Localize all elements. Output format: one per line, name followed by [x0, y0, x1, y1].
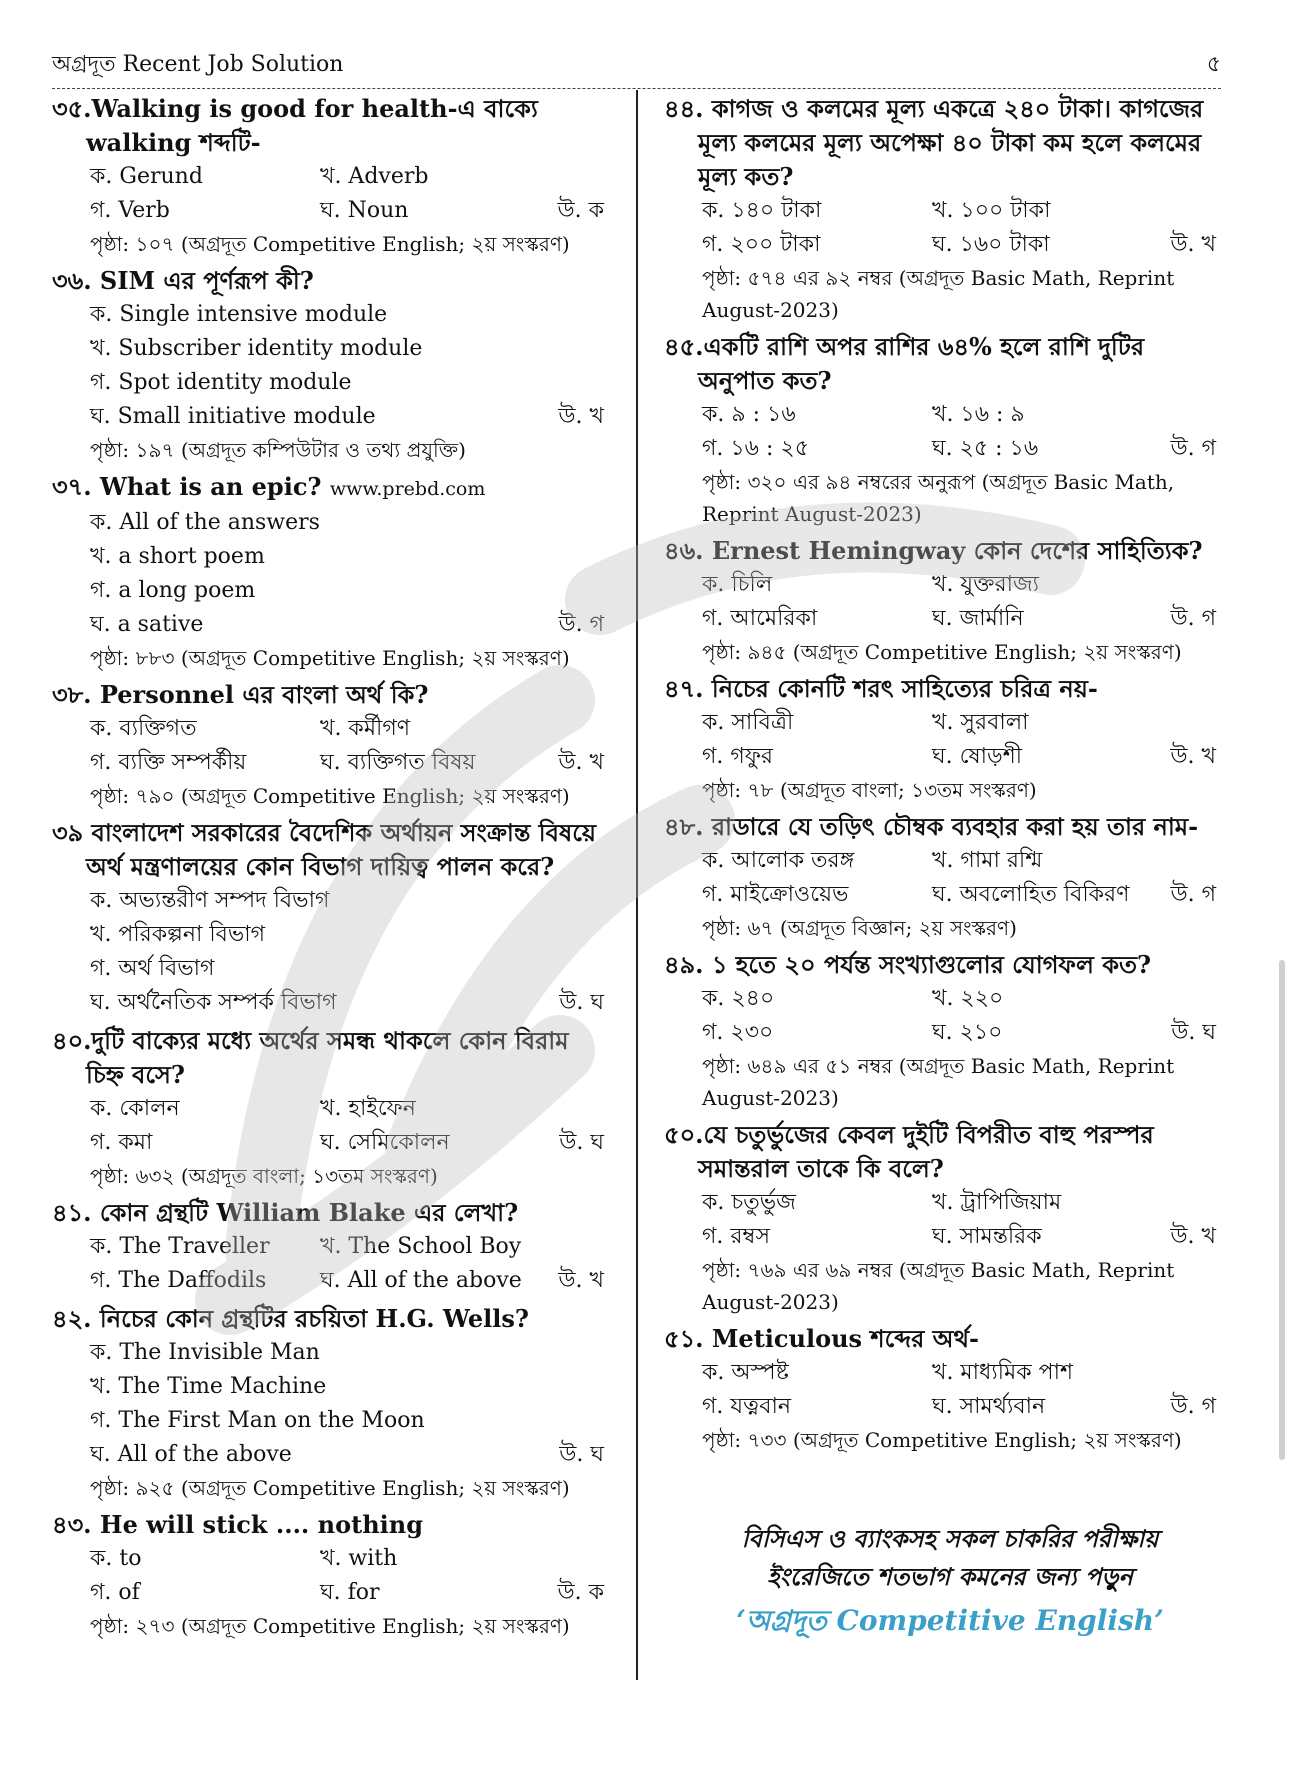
option-text: গ. Spot identity module	[90, 370, 352, 395]
option: গ. ১৬ : ২৫	[702, 436, 809, 461]
question-text: ৩৭. What is an epic?	[52, 472, 322, 501]
option: খ. The School Boy	[320, 1234, 522, 1259]
answer-label: উ. গ	[1170, 882, 1216, 907]
option: ঘ. সেমিকোলন	[320, 1130, 450, 1155]
option	[52, 1336, 612, 1370]
option	[52, 366, 612, 400]
option: খ. Adverb	[320, 164, 429, 189]
answer-label: উ. ঘ	[1171, 1020, 1216, 1045]
option	[52, 952, 612, 986]
promo-book-title: ‘অগ্রদূত Competitive English’	[736, 1604, 1164, 1637]
promo-line-1: বিসিএস ও ব্যাংকসহ সকল চাকরির পরীক্ষায়	[741, 1524, 1159, 1553]
answer-label: উ. খ	[1170, 232, 1216, 257]
option: গ. The Daffodils	[90, 1268, 267, 1293]
page-reference: পৃষ্ঠা: ৩২০ এর ৯৪ নম্বরের অনুরূপ (অগ্রদূত Basic Math, Reprint August-2023)	[702, 470, 1175, 526]
option-row	[664, 878, 1224, 912]
option: ঘ. অবলোহিত বিকিরণ	[932, 882, 1130, 907]
option-row	[664, 194, 1224, 228]
option-text: খ. Subscriber identity module	[90, 336, 423, 361]
question	[52, 264, 612, 466]
option-row	[52, 712, 612, 746]
question-title	[52, 1196, 612, 1230]
option: ক. অস্পষ্ট	[702, 1360, 789, 1385]
answer-label: উ. ঘ	[559, 1130, 604, 1155]
option-text: ঘ. All of the above	[90, 1442, 292, 1467]
option: ক. ১৪০ টাকা	[702, 198, 822, 223]
question-text: ৩৬. SIM এর পূর্ণরূপ কী?	[52, 266, 314, 295]
answer-label: উ. খ	[558, 750, 604, 775]
option	[52, 400, 612, 434]
option-row	[664, 398, 1224, 432]
answer-label: উ. খ	[1170, 1224, 1216, 1249]
option-row	[664, 740, 1224, 774]
answer-label: উ. ঘ	[559, 1442, 604, 1467]
option: খ. কর্মীগণ	[320, 716, 411, 741]
answer-label: উ. ক	[557, 198, 604, 223]
question-text: ৪০.দুটি বাক্যের মধ্যে অর্থের সমন্ধ থাকলে কোন বিরাম চিহ্ন বসে?	[52, 1026, 569, 1089]
page-number: ৫	[1206, 52, 1221, 77]
answer-label: উ. খ	[558, 1268, 604, 1293]
question	[52, 1508, 612, 1642]
option-row	[52, 1126, 612, 1160]
option: ক. ব্যক্তিগত	[90, 716, 197, 741]
answer-label: উ. গ	[1170, 1394, 1216, 1419]
page-reference: পৃষ্ঠা: ৮৮৩ (অগ্রদূত Competitive English; ২য় সংস্করণ)	[90, 646, 570, 670]
question-text: ৩৮. Personnel এর বাংলা অর্থ কি?	[52, 680, 429, 709]
question-text: ৪৫.একটি রাশি অপর রাশির ৬৪% হলে রাশি দুটির অনুপাত কত?	[664, 332, 1145, 395]
option-row	[664, 1356, 1224, 1390]
option-text: ক. The Invisible Man	[90, 1340, 320, 1365]
page-reference: পৃষ্ঠা: ৬৩২ (অগ্রদূত বাংলা; ১৩তম সংস্করণ)	[90, 1164, 438, 1188]
page-reference: পৃষ্ঠা: ২৭৩ (অগ্রদূত Competitive English; ২য় সংস্করণ)	[90, 1614, 570, 1638]
question-text: ৩৫.Walking is good for health-এ বাক্যে walking শব্দটি-	[52, 94, 538, 157]
option-text: ক. অভ্যন্তরীণ সম্পদ বিভাগ	[90, 888, 330, 913]
option-row	[664, 844, 1224, 878]
page-reference: পৃষ্ঠা: ১০৭ (অগ্রদূত Competitive English; ২য় সংস্করণ)	[90, 232, 570, 256]
question	[52, 816, 612, 1020]
question	[664, 948, 1224, 1114]
option: খ. গামা রশ্মি	[932, 848, 1043, 873]
question-title	[52, 816, 612, 884]
option: খ. ১৬ : ৯	[932, 402, 1025, 427]
column-divider	[636, 90, 638, 1680]
option-row	[52, 1576, 612, 1610]
option	[52, 574, 612, 608]
option-row	[664, 1186, 1224, 1220]
option-text: ঘ. Small initiative module	[90, 404, 376, 429]
right-column	[664, 92, 1224, 1460]
option: গ. রম্বস	[702, 1224, 770, 1249]
answer-label: উ. ঘ	[559, 990, 604, 1015]
option-row	[664, 982, 1224, 1016]
option	[52, 884, 612, 918]
option: ঘ. Noun	[320, 198, 409, 223]
question	[664, 1322, 1224, 1456]
option: গ. মাইক্রোওয়েভ	[702, 882, 849, 907]
option: গ. ২০০ টাকা	[702, 232, 821, 257]
page-reference: পৃষ্ঠা: ৭৬৯ এর ৬৯ নম্বর (অগ্রদূত Basic Math, Reprint August-2023)	[702, 1258, 1175, 1314]
question	[664, 1118, 1224, 1318]
option: ঘ. ১৬০ টাকা	[932, 232, 1050, 257]
option	[52, 332, 612, 366]
option-text: খ. The Time Machine	[90, 1374, 327, 1399]
question-title	[664, 1118, 1224, 1186]
answer-label: উ. খ	[558, 404, 604, 429]
option: ক. to	[90, 1546, 142, 1571]
option: গ. ব্যক্তি সম্পর্কীয়	[90, 750, 247, 775]
option-row	[52, 160, 612, 194]
option: ঘ. ষোড়শী	[932, 744, 1023, 769]
option: গ. আমেরিকা	[702, 606, 818, 631]
question-title	[52, 1302, 612, 1336]
question-text: ৪৯. ১ হতে ২০ পর্যন্ত সংখ্যাগুলোর যোগফল কত?	[664, 950, 1152, 979]
option: খ. সুরবালা	[932, 710, 1029, 735]
question-title	[664, 1322, 1224, 1356]
option: খ. মাধ্যমিক পাশ	[932, 1360, 1073, 1385]
question-title	[52, 470, 612, 506]
option: ঘ. সামর্থ্যবান	[932, 1394, 1046, 1419]
option-text: ঘ. অর্থনৈতিক সম্পর্ক বিভাগ	[90, 990, 337, 1015]
option-text: খ. পরিকল্পনা বিভাগ	[90, 922, 266, 947]
promo-line-2: ইংরেজিতে শতভাগ কমনের জন্য পড়ুন	[767, 1562, 1133, 1591]
answer-label: উ. ক	[557, 1580, 604, 1605]
question	[52, 1024, 612, 1192]
option: ক. Gerund	[90, 164, 203, 189]
option-text: ক. Single intensive module	[90, 302, 388, 327]
option-row	[52, 1092, 612, 1126]
option-row	[52, 1264, 612, 1298]
question	[52, 1196, 612, 1298]
page-reference: পৃষ্ঠা: ৬৭ (অগ্রদূত বিজ্ঞান; ২য় সংস্করণ)	[702, 916, 1017, 940]
option: ঘ. All of the above	[320, 1268, 522, 1293]
option	[52, 298, 612, 332]
question	[52, 1302, 612, 1504]
option	[52, 1370, 612, 1404]
question-text: ৪১. কোন গ্রন্থটি William Blake এর লেখা?	[52, 1198, 519, 1227]
option-text: গ. অর্থ বিভাগ	[90, 956, 215, 981]
page-reference: পৃষ্ঠা: ৭৮ (অগ্রদূত বাংলা; ১৩তম সংস্করণ)	[702, 778, 1037, 802]
question-title	[664, 534, 1224, 568]
question-text: ৩৯ বাংলাদেশ সরকারের বৈদেশিক অর্থায়ন সংক্রান্ত বিষয়ে অর্থ মন্ত্রণালয়ের কোন বিভাগ দায়িত্ব পালন করে?	[52, 818, 597, 881]
question-title	[52, 264, 612, 298]
question-text: ৪৮. রাডারে যে তড়িৎ চৌম্বক ব্যবহার করা হয় তার নাম-	[664, 812, 1199, 841]
option: ক. চতুর্ভুজ	[702, 1190, 796, 1215]
option-row	[664, 1390, 1224, 1424]
question-title	[52, 92, 612, 160]
option-text: ঘ. a sative	[90, 612, 204, 637]
question	[664, 92, 1224, 326]
question-title	[664, 92, 1224, 194]
option-text: গ. The First Man on the Moon	[90, 1408, 425, 1433]
option: গ. কমা	[90, 1130, 153, 1155]
option-row	[52, 746, 612, 780]
option: খ. ১০০ টাকা	[932, 198, 1051, 223]
question-text: ৪৩. He will stick .... nothing	[52, 1510, 423, 1539]
option-text: গ. a long poem	[90, 578, 256, 603]
option-text: ক. All of the answers	[90, 510, 320, 535]
option	[52, 608, 612, 642]
question-title	[664, 810, 1224, 844]
option: ঘ. ২১০	[932, 1020, 1003, 1045]
option: খ. হাইফেন	[320, 1096, 416, 1121]
page-reference: পৃষ্ঠা: ৭৩৩ (অগ্রদূত Competitive English; ২য় সংস্করণ)	[702, 1428, 1182, 1452]
option: খ. যুক্তরাজ্য	[932, 572, 1040, 597]
option: ঘ. ২৫ : ১৬	[932, 436, 1039, 461]
option: ঘ. for	[320, 1580, 380, 1605]
option	[52, 986, 612, 1020]
page-reference: পৃষ্ঠা: ৯৪৫ (অগ্রদূত Competitive English; ২য় সংস্করণ)	[702, 640, 1182, 664]
question	[664, 672, 1224, 806]
page-reference: পৃষ্ঠা: ১৯৭ (অগ্রদূত কম্পিউটার ও তথ্য প্রযুক্তি)	[90, 438, 466, 462]
answer-label: উ. গ	[558, 612, 604, 637]
website-label: www.prebd.com	[329, 478, 486, 500]
question-title	[52, 1024, 612, 1092]
option: গ. গফুর	[702, 744, 774, 769]
question-title	[52, 678, 612, 712]
option: ঘ. জার্মানি	[932, 606, 1024, 631]
option: ঘ. ব্যক্তিগত বিষয়	[320, 750, 476, 775]
question	[52, 678, 612, 812]
option: ক. ২৪০	[702, 986, 775, 1011]
question	[664, 534, 1224, 668]
option	[52, 540, 612, 574]
option: ক. ৯ : ১৬	[702, 402, 796, 427]
question-title	[664, 948, 1224, 982]
option-row	[664, 228, 1224, 262]
question-text: ৪৪. কাগজ ও কলমের মূল্য একত্রে ২৪০ টাকা। কাগজের মূল্য কলমের মূল্য অপেক্ষা ৪০ টাকা কম হলে কলমের মূল্য কত?	[664, 94, 1204, 191]
option	[52, 1438, 612, 1472]
option-row	[664, 1220, 1224, 1254]
option: ক. সাবিত্রী	[702, 710, 794, 735]
answer-label: উ. গ	[1170, 436, 1216, 461]
question	[664, 810, 1224, 944]
question-title	[664, 672, 1224, 706]
option-row	[664, 706, 1224, 740]
option	[52, 1404, 612, 1438]
question-text: ৪৭. নিচের কোনটি শরৎ সাহিত্যের চরিত্র নয়-	[664, 674, 1098, 703]
option: গ. Verb	[90, 198, 170, 223]
option: গ. যত্নবান	[702, 1394, 791, 1419]
header-title: অগ্রদূত Recent Job Solution	[52, 52, 344, 77]
option-row	[52, 194, 612, 228]
option: গ. ২৩০	[702, 1020, 774, 1045]
question	[664, 330, 1224, 530]
option: ক. আলোক তরঙ্গ	[702, 848, 855, 873]
option-row	[52, 1230, 612, 1264]
option: ক. The Traveller	[90, 1234, 270, 1259]
page-reference: পৃষ্ঠা: ৭৯০ (অগ্রদূত Competitive English; ২য় সংস্করণ)	[90, 784, 570, 808]
option-row	[52, 1542, 612, 1576]
left-column	[52, 92, 612, 1646]
question-text: ৪২. নিচের কোন গ্রন্থটির রচয়িতা H.G. Wells?	[52, 1304, 529, 1333]
option: ঘ. সামন্তরিক	[932, 1224, 1042, 1249]
question	[52, 470, 612, 674]
question-title	[664, 330, 1224, 398]
question-text: ৪৬. Ernest Hemingway কোন দেশের সাহিত্যিক?	[664, 536, 1203, 565]
question	[52, 92, 612, 260]
answer-label: উ. খ	[1170, 744, 1216, 769]
option: ক. চিলি	[702, 572, 773, 597]
scrollbar[interactable]	[1279, 960, 1285, 1460]
option	[52, 506, 612, 540]
page-reference: পৃষ্ঠা: ৫৭৪ এর ৯২ নম্বর (অগ্রদূত Basic Math, Reprint August-2023)	[702, 266, 1175, 322]
question-text: ৫০.যে চতুর্ভুজের কেবল দুইটি বিপরীত বাহু পরস্পর সমান্তরাল তাকে কি বলে?	[664, 1120, 1154, 1183]
option-row	[664, 568, 1224, 602]
answer-label: উ. গ	[1170, 606, 1216, 631]
page-reference: পৃষ্ঠা: ৬৪৯ এর ৫১ নম্বর (অগ্রদূত Basic Math, Reprint August-2023)	[702, 1054, 1175, 1110]
promo-box	[690, 1520, 1210, 1642]
option	[52, 918, 612, 952]
option-row	[664, 432, 1224, 466]
option: ক. কোলন	[90, 1096, 180, 1121]
page-reference: পৃষ্ঠা: ৯২৫ (অগ্রদূত Competitive English; ২য় সংস্করণ)	[90, 1476, 570, 1500]
option-row	[664, 602, 1224, 636]
option: খ. ২২০	[932, 986, 1004, 1011]
option-text: খ. a short poem	[90, 544, 265, 569]
question-text: ৫১. Meticulous শব্দের অর্থ-	[664, 1324, 979, 1353]
question-title	[52, 1508, 612, 1542]
option: গ. of	[90, 1580, 140, 1605]
option-row	[664, 1016, 1224, 1050]
option: খ. with	[320, 1546, 398, 1571]
option: খ. ট্রাপিজিয়াম	[932, 1190, 1062, 1215]
page-header	[52, 52, 1221, 89]
